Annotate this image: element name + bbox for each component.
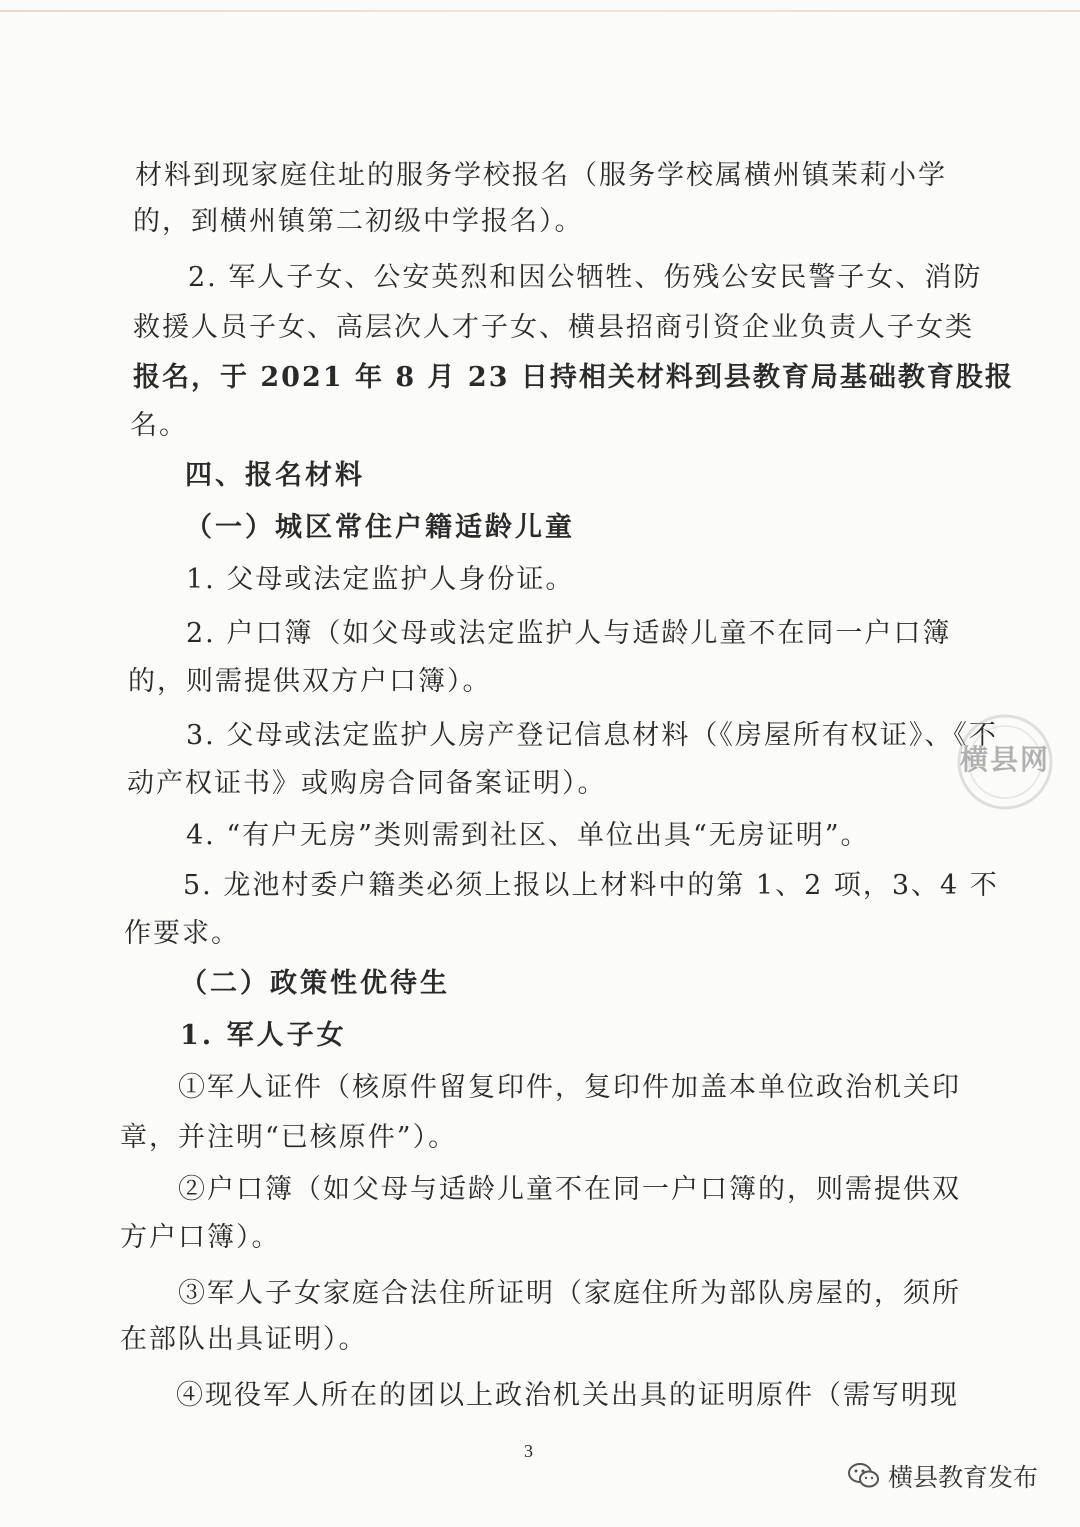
text-line-4: 救援人员子女、高层次人才子女、横县招商引资企业负责人子女类 <box>133 312 974 343</box>
text-line-24: 在部队出具证明）。 <box>120 1324 368 1355</box>
wechat-icon <box>848 1462 880 1490</box>
text-line-19: ①军人证件（核原件留复印件，复印件加盖本单位政治机关印 <box>178 1072 961 1103</box>
footer-label: 横县教育发布 <box>888 1463 1039 1492</box>
watermark-text: 横县网 <box>960 743 1051 776</box>
subsection-heading-2: （二）政策性优待生 <box>180 968 450 999</box>
text-line-1: 材料到现家庭住址的服务学校报名（服务学校属横州镇茉莉小学 <box>135 160 947 191</box>
text-line-21: ②户口簿（如父母与适龄儿童不在同一户口簿的，则需提供双 <box>178 1174 961 1205</box>
text-line-15: 5. 龙池村委户籍类必须上报以上材料中的第 1、2 项，3、4 不 <box>183 870 999 901</box>
text-line-12: 3. 父母或法定监护人房产登记信息材料（《房屋所有权证》、《不 <box>186 720 998 751</box>
item-heading-military: 1. 军人子女 <box>180 1020 347 1051</box>
text-line-13: 动产权证书》或购房合同备案证明）。 <box>127 768 607 799</box>
text-line-5: 报名，于 2021 年 8 月 23 日持相关材料到县教育局基础教育股报 <box>133 362 1014 393</box>
page-number: 3 <box>524 1441 533 1461</box>
text-line-20: 章，并注明“已核原件”）。 <box>120 1122 458 1153</box>
text-line-23: ③军人子女家庭合法住所证明（家庭住所为部队房屋的，须所 <box>178 1278 961 1309</box>
text-line-16: 作要求。 <box>124 918 240 949</box>
subsection-heading-1: （一）城区常住户籍适龄儿童 <box>185 512 575 543</box>
text-line-9: 1. 父母或法定监护人身份证。 <box>186 564 575 595</box>
text-line-10: 2. 户口簿（如父母或法定监护人与适龄儿童不在同一户口簿 <box>186 618 952 649</box>
text-line-3: 2. 军人子女、公安英烈和因公牺牲、伤残公安民警子女、消防 <box>188 262 983 293</box>
section-heading-4: 四、报名材料 <box>185 460 365 491</box>
text-line-25: ④现役军人所在的团以上政治机关出具的证明原件（需写明现 <box>176 1380 959 1411</box>
text-line-11: 的，则需提供双方户口簿）。 <box>128 666 492 697</box>
text-line-6: 名。 <box>130 410 188 441</box>
scan-edge-line <box>0 10 1080 12</box>
text-line-22: 方户口簿）。 <box>120 1222 281 1253</box>
text-line-2: 的，到横州镇第二初级中学报名）。 <box>133 206 584 237</box>
footer-source <box>848 1458 1038 1494</box>
text-line-14: 4. “有户无房”类则需到社区、单位出具“无房证明”。 <box>186 820 870 851</box>
